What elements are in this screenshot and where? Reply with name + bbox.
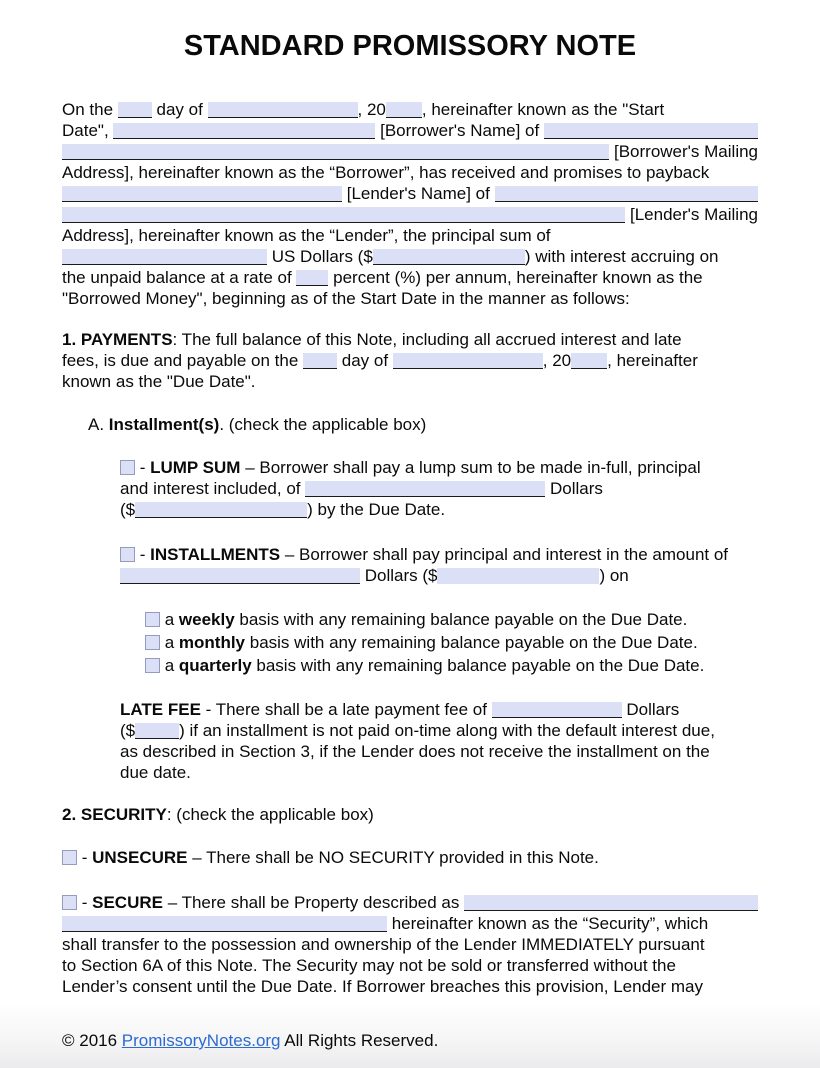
- checkbox[interactable]: [145, 635, 160, 650]
- text-run: Date",: [62, 121, 114, 140]
- text-run: ) if an installment is not paid on-time along with the default interest due,: [179, 721, 715, 740]
- text-line: [62, 329, 758, 350]
- text-run: a: [160, 656, 179, 675]
- text-run: percent (%) per annum, hereinafter known as the: [328, 268, 703, 287]
- bold-text-run: Installment(s): [108, 415, 220, 434]
- text-run: and interest included, of: [120, 479, 306, 498]
- bold-text-run: LATE FEE: [120, 700, 201, 719]
- text-run: , 20: [542, 351, 572, 370]
- text-line: [120, 565, 758, 586]
- text-line: [62, 976, 758, 997]
- text-line: [145, 653, 758, 676]
- text-run: : The full balance of this Note, including all accrued interest and late: [172, 330, 682, 349]
- text-line: [120, 457, 758, 478]
- blank-fill-in-field[interactable]: [62, 186, 342, 202]
- installments-block: [120, 544, 758, 586]
- text-line: [62, 183, 758, 204]
- text-run: ) with interest accruing on: [524, 247, 719, 266]
- text-run: day of: [337, 351, 393, 370]
- promissorynotes-link[interactable]: PromissoryNotes.org: [121, 1031, 281, 1050]
- text-run: -: [135, 458, 151, 477]
- bold-text-run: INSTALLMENTS: [150, 545, 281, 564]
- document-body: [0, 99, 820, 997]
- text-line: [62, 847, 758, 868]
- blank-fill-in-field[interactable]: [373, 249, 525, 265]
- checkbox[interactable]: [145, 612, 160, 627]
- rights-reserved-text: All Rights Reserved.: [280, 1031, 439, 1050]
- bold-text-run: monthly: [178, 633, 246, 652]
- bold-text-run: quarterly: [178, 656, 252, 675]
- text-line: [120, 544, 758, 565]
- text-line: [145, 630, 758, 653]
- text-run: due date.: [120, 763, 191, 782]
- text-run: Address], hereinafter known as the “Lender”, the principal sum of: [62, 226, 551, 245]
- inst-heading-block: [88, 414, 758, 435]
- text-run: [Lender's Name] of: [342, 184, 495, 203]
- blank-fill-in-field[interactable]: [62, 916, 387, 932]
- text-run: hereinafter known as the “Security”, which: [387, 914, 709, 933]
- text-run: basis with any remaining balance payable on the Due Date.: [245, 633, 698, 652]
- unsecure-block: [62, 847, 758, 868]
- text-run: ) on: [599, 566, 629, 585]
- text-run: : (check the applicable box): [166, 805, 374, 824]
- text-run: the unpaid balance at a rate of: [62, 268, 297, 287]
- text-run: – Borrower shall pay principal and interest in the amount of: [280, 545, 729, 564]
- text-run: Dollars: [621, 700, 680, 719]
- text-run: US Dollars ($: [267, 247, 373, 266]
- text-run: basis with any remaining balance payable on the Due Date.: [234, 610, 688, 629]
- blank-fill-in-field[interactable]: [386, 102, 422, 118]
- document-title: STANDARD PROMISSORY NOTE: [183, 30, 637, 62]
- text-run: Dollars: [545, 479, 603, 498]
- blank-fill-in-field[interactable]: [296, 270, 328, 286]
- text-line: [62, 371, 758, 392]
- blank-fill-in-field[interactable]: [495, 186, 758, 202]
- blank-fill-in-field[interactable]: [135, 502, 307, 518]
- text-run: [Borrower's Mailing: [609, 142, 758, 161]
- checkbox[interactable]: [62, 850, 77, 865]
- bold-text-run: 2. SECURITY: [62, 805, 167, 824]
- text-line: [62, 120, 758, 141]
- blank-fill-in-field[interactable]: [544, 123, 758, 139]
- security-block: [62, 804, 758, 825]
- text-line: [120, 499, 758, 520]
- footer: [62, 1030, 438, 1051]
- text-run: day of: [151, 100, 208, 119]
- checkbox[interactable]: [62, 895, 77, 910]
- text-run: – Borrower shall pay a lump sum to be made in-full, principal: [240, 458, 701, 477]
- text-line: [120, 720, 758, 741]
- text-run: , 20: [357, 100, 386, 119]
- text-line: [62, 267, 758, 288]
- blank-fill-in-field[interactable]: [464, 895, 758, 911]
- text-line: [62, 141, 758, 162]
- bold-text-run: SECURE: [92, 893, 163, 912]
- bold-text-run: LUMP SUM: [150, 458, 241, 477]
- text-run: to Section 6A of this Note. The Security may not be sold or transferred without the: [62, 956, 676, 975]
- text-run: a: [160, 610, 179, 629]
- bold-text-run: weekly: [178, 610, 235, 629]
- text-run: , hereinafter known as the "Start: [421, 100, 665, 119]
- blank-fill-in-field[interactable]: [571, 353, 607, 369]
- payments-block: [62, 329, 758, 392]
- text-run: a: [160, 633, 179, 652]
- text-run: Lender’s consent until the Due Date. If Borrower breaches this provision, Lender may: [62, 977, 703, 996]
- text-run: On the: [62, 100, 118, 119]
- text-line: [120, 478, 758, 499]
- text-run: ($: [120, 500, 136, 519]
- text-line: [62, 99, 758, 120]
- text-run: ) by the Due Date.: [307, 500, 446, 519]
- text-run: basis with any remaining balance payable on the Due Date.: [251, 656, 705, 675]
- text-line: [62, 955, 758, 976]
- blank-fill-in-field[interactable]: [113, 123, 375, 139]
- blank-fill-in-field[interactable]: [62, 144, 609, 160]
- text-run: -: [135, 545, 151, 564]
- lump-block: [120, 457, 758, 520]
- text-run: ($: [120, 721, 136, 740]
- text-line: [62, 934, 758, 955]
- text-run: - There shall be a late payment fee of: [200, 700, 492, 719]
- text-run: – There shall be Property described as: [162, 893, 465, 912]
- text-run: [Borrower's Name] of: [375, 121, 544, 140]
- latefee-block: [120, 699, 758, 783]
- text-line: [62, 162, 758, 183]
- bold-text-run: 1. PAYMENTS: [62, 330, 173, 349]
- text-run: shall transfer to the possession and ownership of the Lender IMMEDIATELY pursuant: [62, 935, 705, 954]
- text-line: [62, 225, 758, 246]
- text-run: "Borrowed Money", beginning as of the Start Date in the manner as follows:: [62, 289, 630, 308]
- text-run: as described in Section 3, if the Lender does not receive the installment on the: [120, 742, 710, 761]
- blank-fill-in-field[interactable]: [208, 102, 358, 118]
- blank-fill-in-field[interactable]: [135, 723, 179, 739]
- text-line: [88, 414, 758, 435]
- blank-fill-in-field[interactable]: [62, 249, 267, 265]
- text-run: Dollars ($: [360, 566, 438, 585]
- checkbox[interactable]: [120, 547, 135, 562]
- text-run: . (check the applicable box): [219, 415, 427, 434]
- text-run: known as the "Due Date".: [62, 372, 256, 391]
- text-run: fees, is due and payable on the: [62, 351, 304, 370]
- blank-fill-in-field[interactable]: [393, 353, 543, 369]
- blank-fill-in-field[interactable]: [62, 207, 625, 223]
- text-run: Address], hereinafter known as the “Borrower”, has received and promises to payback: [62, 163, 710, 182]
- bold-text-run: UNSECURE: [92, 848, 188, 867]
- blank-fill-in-field[interactable]: [305, 481, 545, 497]
- blank-fill-in-field[interactable]: [118, 102, 152, 118]
- checkbox[interactable]: [120, 460, 135, 475]
- text-line: [62, 288, 758, 309]
- copyright-text: © 2016: [62, 1031, 122, 1050]
- blank-fill-in-field[interactable]: [437, 568, 599, 584]
- checkbox[interactable]: [145, 658, 160, 673]
- text-line: [62, 913, 758, 934]
- text-line: [120, 741, 758, 762]
- text-run: [Lender's Mailing: [625, 205, 758, 224]
- text-run: -: [77, 848, 93, 867]
- frequency-block: [145, 607, 758, 676]
- intro-block: [62, 99, 758, 309]
- blank-fill-in-field[interactable]: [120, 568, 360, 584]
- text-run: A.: [88, 415, 109, 434]
- text-line: [62, 350, 758, 371]
- text-line: [120, 699, 758, 720]
- blank-fill-in-field[interactable]: [492, 702, 622, 718]
- text-run: -: [77, 893, 93, 912]
- text-line: [120, 762, 758, 783]
- text-line: [62, 892, 758, 913]
- text-run: – There shall be NO SECURITY provided in this Note.: [187, 848, 599, 867]
- text-line: [62, 246, 758, 267]
- text-line: [145, 607, 758, 630]
- text-run: , hereinafter: [607, 351, 698, 370]
- blank-fill-in-field[interactable]: [303, 353, 337, 369]
- text-line: [62, 204, 758, 225]
- secure-block: [62, 892, 758, 997]
- text-line: [62, 804, 758, 825]
